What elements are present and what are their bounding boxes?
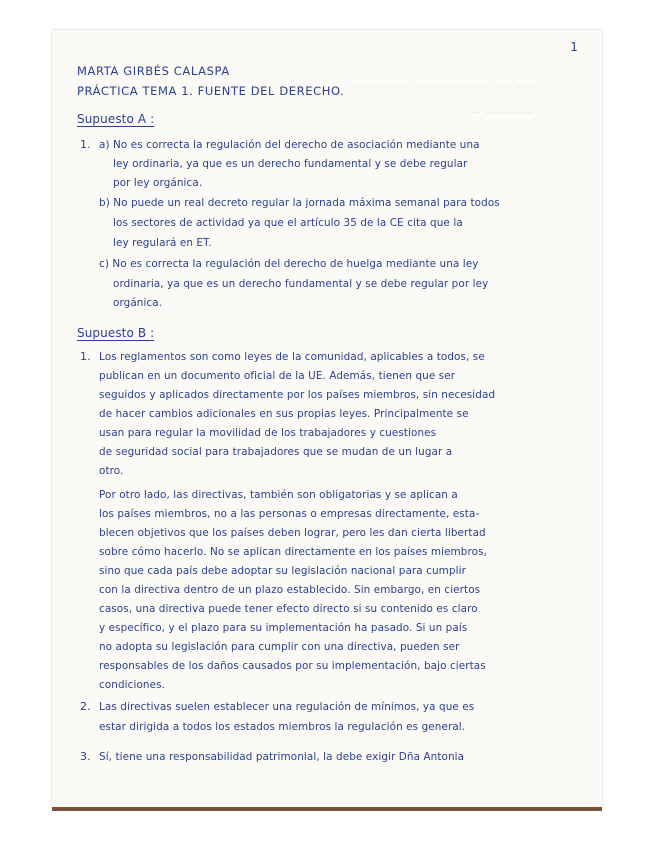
supuesto-b-item3-line: Sí, tiene una responsabilidad patrimonial, la debe exigir Dña Antonia: [99, 751, 465, 763]
reglamentos-paragraph-line: otro.: [99, 465, 124, 477]
supuesto-a-heading: Supuesto A :: [77, 112, 155, 126]
reglamentos-paragraph-line: publican en un documento oficial de la UE. Además, tienen que ser: [99, 370, 456, 382]
reglamentos-paragraph-line: de seguridad social para trabajadores que se mudan de un lugar a: [99, 446, 453, 458]
reglamentos-paragraph-line: Los reglamentos son como leyes de la comunidad, aplicables a todos, se: [99, 351, 485, 363]
page-bottom-edge: [52, 807, 602, 811]
supuesto-b-item2-number: 2.: [80, 700, 91, 713]
directivas-paragraph-line: sino que cada país debe adoptar su legislación nacional para cumplir: [99, 565, 466, 577]
bleed-through-text: ~~~ ~~ ~~~~~~ ~~~ ~~~~~~~: [352, 82, 541, 93]
directivas-paragraph-line: condiciones.: [99, 679, 165, 691]
reglamentos-paragraph-line: seguidos y aplicados directamente por los países miembros, sin necesidad: [99, 389, 496, 401]
supuesto-a-answer-b-line: b) No puede un real decreto regular la jornada máxima semanal para todos: [99, 197, 500, 209]
reglamentos-paragraph-line: usan para regular la movilidad de los trabajadores y cuestiones: [99, 427, 437, 439]
directivas-paragraph-line: responsables de los daños causados por su implementación, bajo ciertas: [99, 660, 486, 672]
supuesto-a-item-number: 1.: [80, 138, 91, 151]
page-number: 1: [570, 40, 578, 54]
directivas-paragraph-line: sobre cómo hacerlo. No se aplican directamente en los países miembros,: [99, 546, 487, 558]
author-name: MARTA GIRBÉS CALASPA: [77, 64, 230, 78]
directivas-paragraph-line: Por otro lado, las directivas, también son obligatorias y se aplican a: [99, 489, 458, 501]
directivas-paragraph-line: casos, una directiva puede tener efecto directo si su contenido es claro: [99, 603, 478, 615]
directivas-paragraph-line: con la directiva dentro de un plazo establecido. Sin embargo, en ciertos: [99, 584, 481, 596]
notebook-page: [52, 30, 602, 807]
supuesto-a-answer-a-line: por ley orgánica.: [113, 177, 203, 189]
supuesto-a-answer-c-line: orgánica.: [113, 297, 163, 309]
supuesto-a-answer-a-line: a) No es correcta la regulación del derecho de asociación mediante una: [99, 139, 480, 151]
directivas-paragraph-line: los países miembros, no a las personas o empresas directamente, esta-: [99, 508, 480, 520]
supuesto-a-answer-a-line: ley ordinaria, ya que es un derecho fundamental y se debe regular: [113, 158, 468, 170]
bleed-through-text: ~~~~~~ ~: [472, 108, 534, 119]
directivas-paragraph-line: y específico, y el plazo para su implementación ha pasado. Si un país: [99, 622, 468, 634]
supuesto-a-answer-b-line: ley regulará en ET.: [113, 237, 212, 249]
supuesto-b-item2-line: Las directivas suelen establecer una regulación de mínimos, ya que es: [99, 701, 475, 713]
supuesto-b-heading: Supuesto B :: [77, 326, 155, 340]
directivas-paragraph-line: no adopta su legislación para cumplir con una directiva, pueden ser: [99, 641, 460, 653]
supuesto-b-item3-number: 3.: [80, 750, 91, 763]
reglamentos-paragraph-line: de hacer cambios adicionales en sus propias leyes. Principalmente se: [99, 408, 469, 420]
supuesto-b-item2-line: estar dirigida a todos los estados miembros la regulación es general.: [99, 721, 466, 733]
supuesto-b-item1-number: 1.: [80, 350, 91, 363]
supuesto-a-answer-c-line: ordinaria, ya que es un derecho fundamental y se debe regular por ley: [113, 278, 489, 290]
supuesto-a-answer-c-line: c) No es correcta la regulación del derecho de huelga mediante una ley: [99, 258, 479, 270]
supuesto-a-answer-b-line: los sectores de actividad ya que el artículo 35 de la CE cita que la: [113, 217, 463, 229]
directivas-paragraph-line: blecen objetivos que los países deben lograr, pero les dan cierta libertad: [99, 527, 486, 539]
practice-title: PRÁCTICA TEMA 1. FUENTE DEL DERECHO.: [77, 84, 345, 98]
